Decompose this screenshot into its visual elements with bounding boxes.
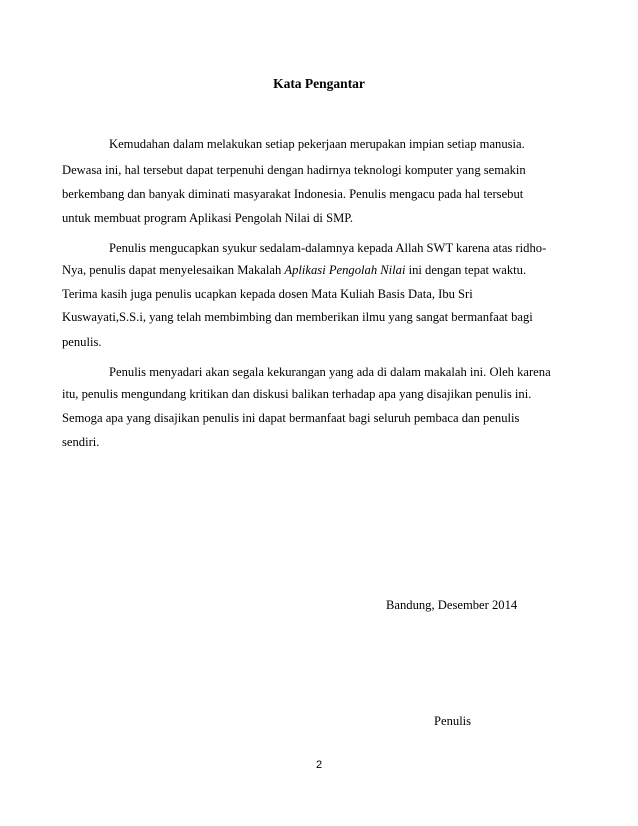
paragraph-2-line-4: Kuswayati,S.S.i, yang telah membimbing dan memberikan ilmu yang sangat bermanfaat bagi <box>62 310 533 324</box>
paragraph-1-line-3: berkembang dan banyak diminati masyarakat Indonesia. Penulis mengacu pada hal tersebut <box>62 187 524 201</box>
author-signature: Penulis <box>434 714 472 728</box>
paragraph-3-line-2: itu, penulis mengundang kritikan dan diskusi balikan terhadap apa yang disajikan penulis ini. <box>62 387 532 401</box>
paragraph-1-line-2: Dewasa ini, hal tersebut dapat terpenuhi dengan hadirnya teknologi komputer yang semakin <box>62 163 526 177</box>
page-number: 2 <box>315 759 323 771</box>
paragraph-2-line-5: penulis. <box>62 335 102 349</box>
paragraph-2-line-2-start: Nya, penulis dapat menyelesaikan Makalah <box>62 263 285 277</box>
paragraph-2-line-2-end: ini dengan tepat waktu. <box>405 263 527 277</box>
paragraph-2-line-2 <box>62 262 526 278</box>
paragraph-2-line-3: Terima kasih juga penulis ucapkan kepada dosen Mata Kuliah Basis Data, Ibu Sri <box>62 287 473 301</box>
page-title: Kata Pengantar <box>273 76 365 91</box>
paragraph-1-line-1: Kemudahan dalam melakukan setiap pekerjaan merupakan impian setiap manusia. <box>109 137 525 151</box>
paragraph-1-line-4: untuk membuat program Aplikasi Pengolah Nilai di SMP. <box>62 211 354 225</box>
paragraph-3-line-4: sendiri. <box>62 435 100 449</box>
paragraph-2-line-1: Penulis mengucapkan syukur sedalam-dalamnya kepada Allah SWT karena atas ridho- <box>109 241 547 255</box>
paragraph-2-line-2-italic: Aplikasi Pengolah Nilai <box>284 263 406 277</box>
place-date: Bandung, Desember 2014 <box>386 598 518 612</box>
paragraph-3-line-3: Semoga apa yang disajikan penulis ini dapat bermanfaat bagi seluruh pembaca dan penulis <box>62 411 520 425</box>
paragraph-3-line-1: Penulis menyadari akan segala kekurangan yang ada di dalam makalah ini. Oleh karena <box>109 365 551 379</box>
